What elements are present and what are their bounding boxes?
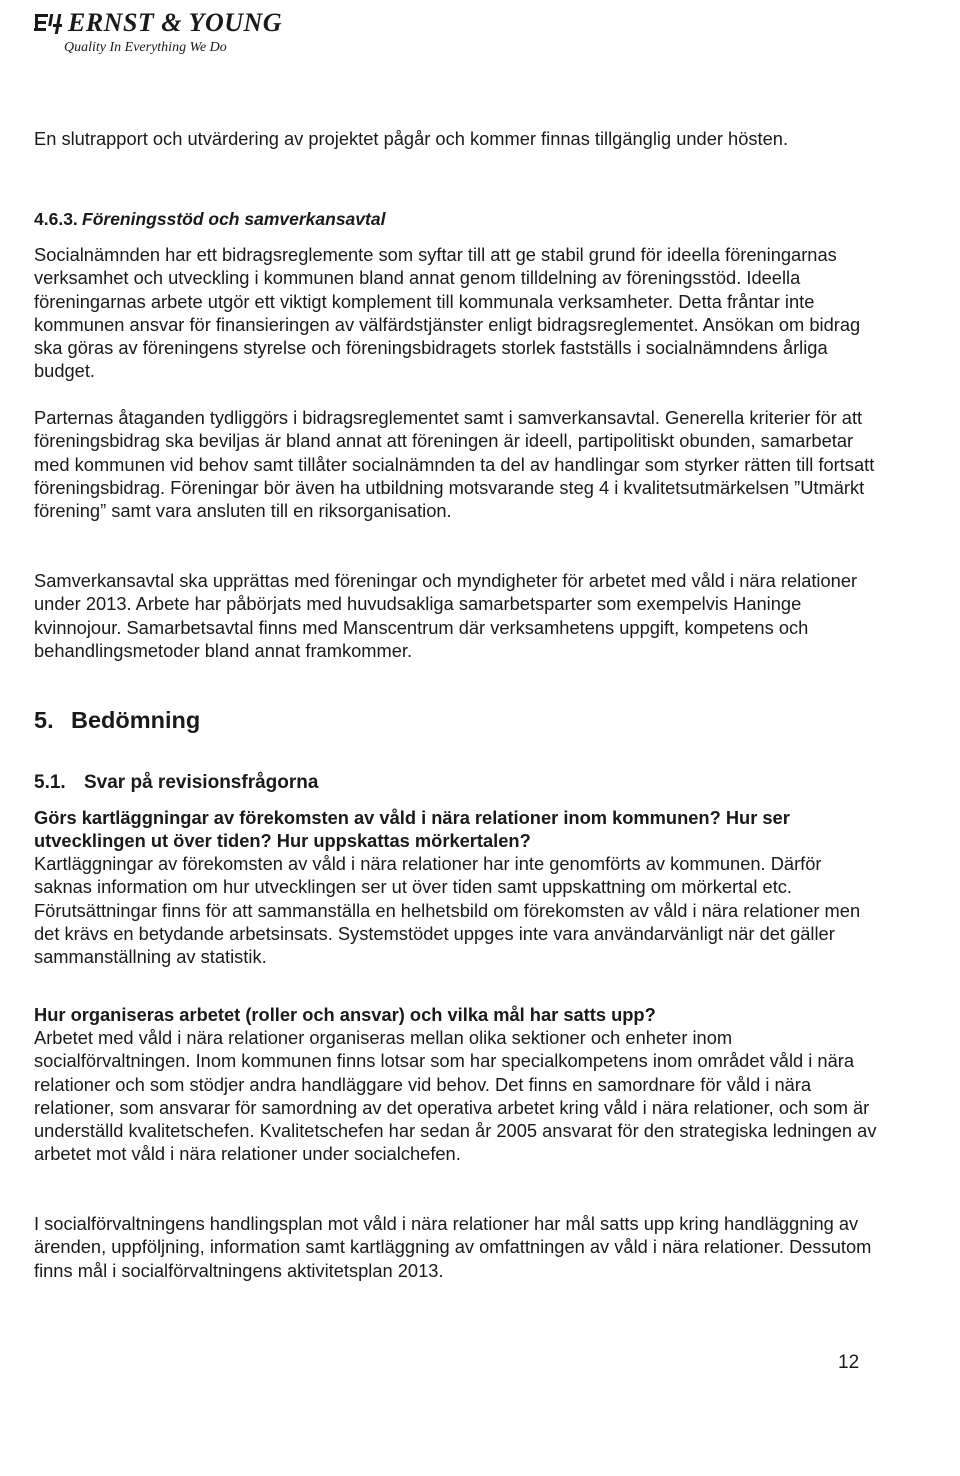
section-title: Bedömning xyxy=(71,707,201,733)
answer-3 xyxy=(34,1212,884,1282)
question-2 xyxy=(34,1003,884,1026)
paragraph-text: Kartläggningar av förekomsten av våld i nära relationer har inte genomförts av kommunen. Därför saknas information om hur utvecklingen ser ut över tiden samt uppskattning om mörkertal etc. Förutsättningar finns för att sammanställa en helhetsbild om förekomsten av våld i nära relationer men det krävs en betydande arbetsinsats. Systemstödet uppges inte vara användarvänligt när det gäller sammanställning av statistik. xyxy=(34,853,861,968)
company-logo xyxy=(34,10,282,56)
page-number: 12 xyxy=(838,1352,860,1373)
paragraph-text: En slutrapport och utvärdering av projektet pågår och kommer finnas tillgänglig under hösten. xyxy=(34,128,789,149)
question-text: Görs kartläggningar av förekomsten av våld i nära relationer inom kommunen? Hur ser utvecklingen ut över tiden? Hur uppskattas mörkertalen? xyxy=(34,807,790,851)
section-number: 5. xyxy=(34,707,54,733)
section-heading-5 xyxy=(34,706,884,734)
intro-paragraph xyxy=(34,127,884,150)
paragraph-1 xyxy=(34,243,884,383)
section-title: Föreningsstöd och samverkansavtal xyxy=(82,209,386,229)
paragraph-3 xyxy=(34,569,884,662)
section-title: Svar på revisionsfrågorna xyxy=(84,772,319,793)
paragraph-text: Parternas åtaganden tydliggörs i bidragsreglementet samt i samverkansavtal. Generella kriterier för att föreningsbidrag ska beviljas är bland annat att föreningen är ideell, partipolitiskt obunden, samarbetar med kommunen vid behov samt tillåter socialnämnden ta del av handlingar som styrker rätten till fortsatt föreningsbidrag. Föreningar bör även ha utbildning motsvarande steg 4 i kvalitetsutmärkelsen ”Utmärkt förening” samt vara ansluten till en riksorganisation. xyxy=(34,407,875,522)
section-heading-463 xyxy=(34,208,884,230)
section-number: 4.6.3. xyxy=(34,209,78,229)
question-text: Hur organiseras arbetet (roller och ansvar) och vilka mål har satts upp? xyxy=(34,1004,656,1025)
paragraph-text: Arbetet med våld i nära relationer organiseras mellan olika sektioner och enheter inom socialförvaltningen. Inom kommunen finns lotsar som har specialkompetens inom området våld i nära relationer och som stödjer andra handläggare vid behov. Det finns en samordnare för våld i nära relationer, som ansvarar för samordning av det operativa arbetet kring våld i nära relationer, och som är underställd kvalitetschefen. Kvalitetschefen har sedan år 2005 ansvarat för den strategiska ledningen av arbetet mot våld i nära relationer under socialchefen. xyxy=(34,1027,877,1165)
section-heading-51 xyxy=(34,771,884,795)
ey-logo-icon xyxy=(34,10,64,36)
paragraph-text: I socialförvaltningens handlingsplan mot våld i nära relationer har mål satts upp kring handläggning av ärenden, uppföljning, information samt kartläggning av omfattningen av våld i nära relationer. Dessutom finns mål i socialförvaltningens aktivitetsplan 2013. xyxy=(34,1213,872,1281)
paragraph-2 xyxy=(34,406,884,522)
paragraph-text: Socialnämnden har ett bidragsreglemente som syftar till att ge stabil grund för ideella föreningarnas verksamhet och utveckling i kommunen bland annat genom tilldelning av föreningsstöd. Ideella föreningarnas arbete utgör ett viktigt komplement till kommunala verksamheter. Detta fråntar inte kommunen ansvar för finansieringen av välfärdstjänster enligt bidragsreglementet. Ansökan om bidrag ska göras av föreningens styrelse och föreningsbidragets storlek fastställs i socialnämndens årliga budget. xyxy=(34,244,861,382)
paragraph-text: Samverkansavtal ska upprättas med föreningar och myndigheter för arbetet med våld i nära relationer under 2013. Arbete har påbörjats med huvudsakliga samarbetsparter som exempelvis Haninge kvinnojour. Samarbetsavtal finns med Manscentrum där verksamhetens uppgift, kompetens och behandlingsmetoder bland annat framkommer. xyxy=(34,570,858,661)
logo-name: ERNST & YOUNG xyxy=(68,8,283,37)
question-1 xyxy=(34,806,884,852)
section-number: 5.1. xyxy=(34,772,66,793)
answer-2 xyxy=(34,1026,884,1166)
answer-1 xyxy=(34,852,884,968)
logo-tagline: Quality In Everything We Do xyxy=(64,40,227,55)
